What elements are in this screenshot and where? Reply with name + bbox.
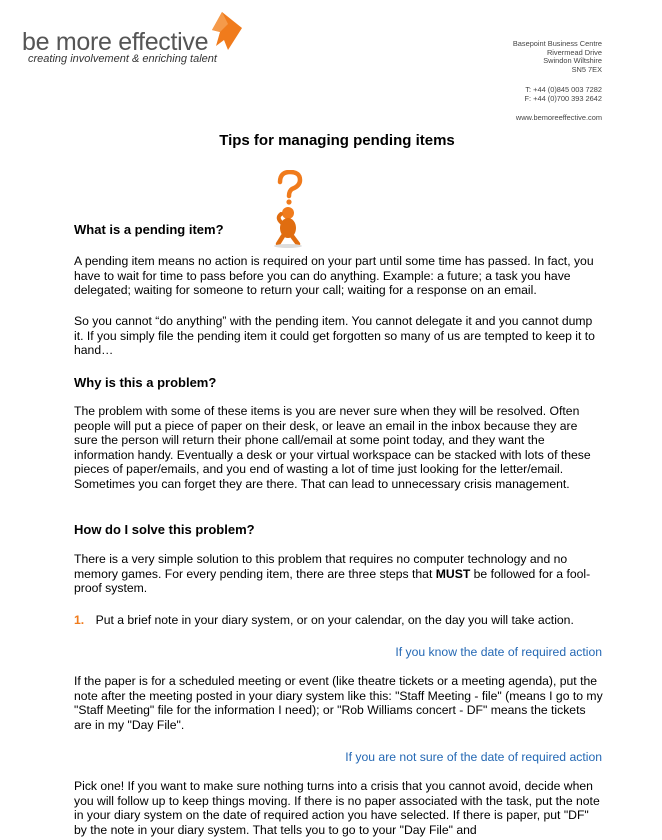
list-item — [74, 613, 574, 627]
section-heading: What is a pending item? — [74, 222, 224, 237]
section-heading: How do I solve this problem? — [74, 522, 255, 537]
body-paragraph: If the paper is for a scheduled meeting or event (like theatre tickets or a meeting agenda), put the note after the meeting posted in your diary system like this: "Staff Meeting - file" (means I go to my "Staff Meeting" file for the information I need); or "Rob Williams concert - DF" means the tickets are in my "Day File". — [74, 674, 603, 732]
fax-number: F: +44 (0)700 393 2642 — [524, 93, 602, 103]
phone-number: T: +44 (0)845 003 7282 — [525, 85, 602, 94]
page-title: Tips for managing pending items — [219, 132, 455, 149]
address-block — [513, 40, 602, 74]
logo-arrow-icon — [206, 10, 244, 52]
body-paragraph: The problem with some of these items is you are never sure when they will be resolved. Often people will put a piece of paper on their desk, or leave an email in the inbox because they are sure the person will return their phone call/email at some point today, and they want the information handy. Eventually a desk or your virtual workspace can be stacked with lots of these pieces of paper/emails, and you end of wasting a lot of time just looking for the letter/email. Sometimes you can forget they are there. That can lead to unnecessary crisis management. — [74, 404, 591, 491]
subheading: If you know the date of required action — [395, 645, 602, 659]
address-line: Rivermead Drive — [546, 47, 602, 57]
logo-tagline: creating involvement & enriching talent — [28, 53, 217, 65]
text-run: There is a very simple solution to this problem that requires no computer technology and no memory games. For every pending item, there are three steps that — [74, 552, 568, 581]
emphasis-text: MUST — [435, 566, 471, 581]
contact-block — [525, 86, 602, 103]
body-paragraph: A pending item means no action is required on your part until some time has passed. In fact, you have to wait for time to pass before you can do anything. Example: a future; a task you have delegated; waiting for someone to return your call; waiting for a response on an email. — [74, 254, 594, 298]
logo-name: be more effective — [22, 28, 209, 56]
address-line: Basepoint Business Centre — [512, 39, 602, 48]
body-paragraph: Pick one! If you want to make sure nothing turns into a crisis that you cannot avoid, decide when you will follow up to keep things moving. If there is no paper associated with the task, put the note in your diary system on the date of required action you have selected. If there is paper, put "DF" by the note in your diary system. That tells you to go to your "Day File" and — [74, 779, 600, 837]
address-line: Swindon Wiltshire — [543, 56, 602, 66]
website-link[interactable]: www.bemoreeffective.com — [515, 113, 602, 122]
subheading: If you are not sure of the date of required action — [345, 750, 602, 764]
list-number: 1. — [74, 613, 85, 627]
section-heading: Why is this a problem? — [74, 375, 217, 390]
question-figure-icon — [266, 170, 312, 248]
address-line: SN5 7EX — [571, 64, 602, 74]
body-paragraph: So you cannot “do anything” with the pending item. You cannot delegate it and you cannot dump it. If you simply file the pending item it could get forgotten so many of us are tempted to keep it to hand… — [74, 314, 595, 358]
list-item-text: Put a brief note in your diary system, or on your calendar, on the day you will take action. — [95, 613, 574, 627]
body-paragraph — [74, 552, 604, 596]
text-run: be followed for a fool-proof system. — [74, 566, 591, 596]
